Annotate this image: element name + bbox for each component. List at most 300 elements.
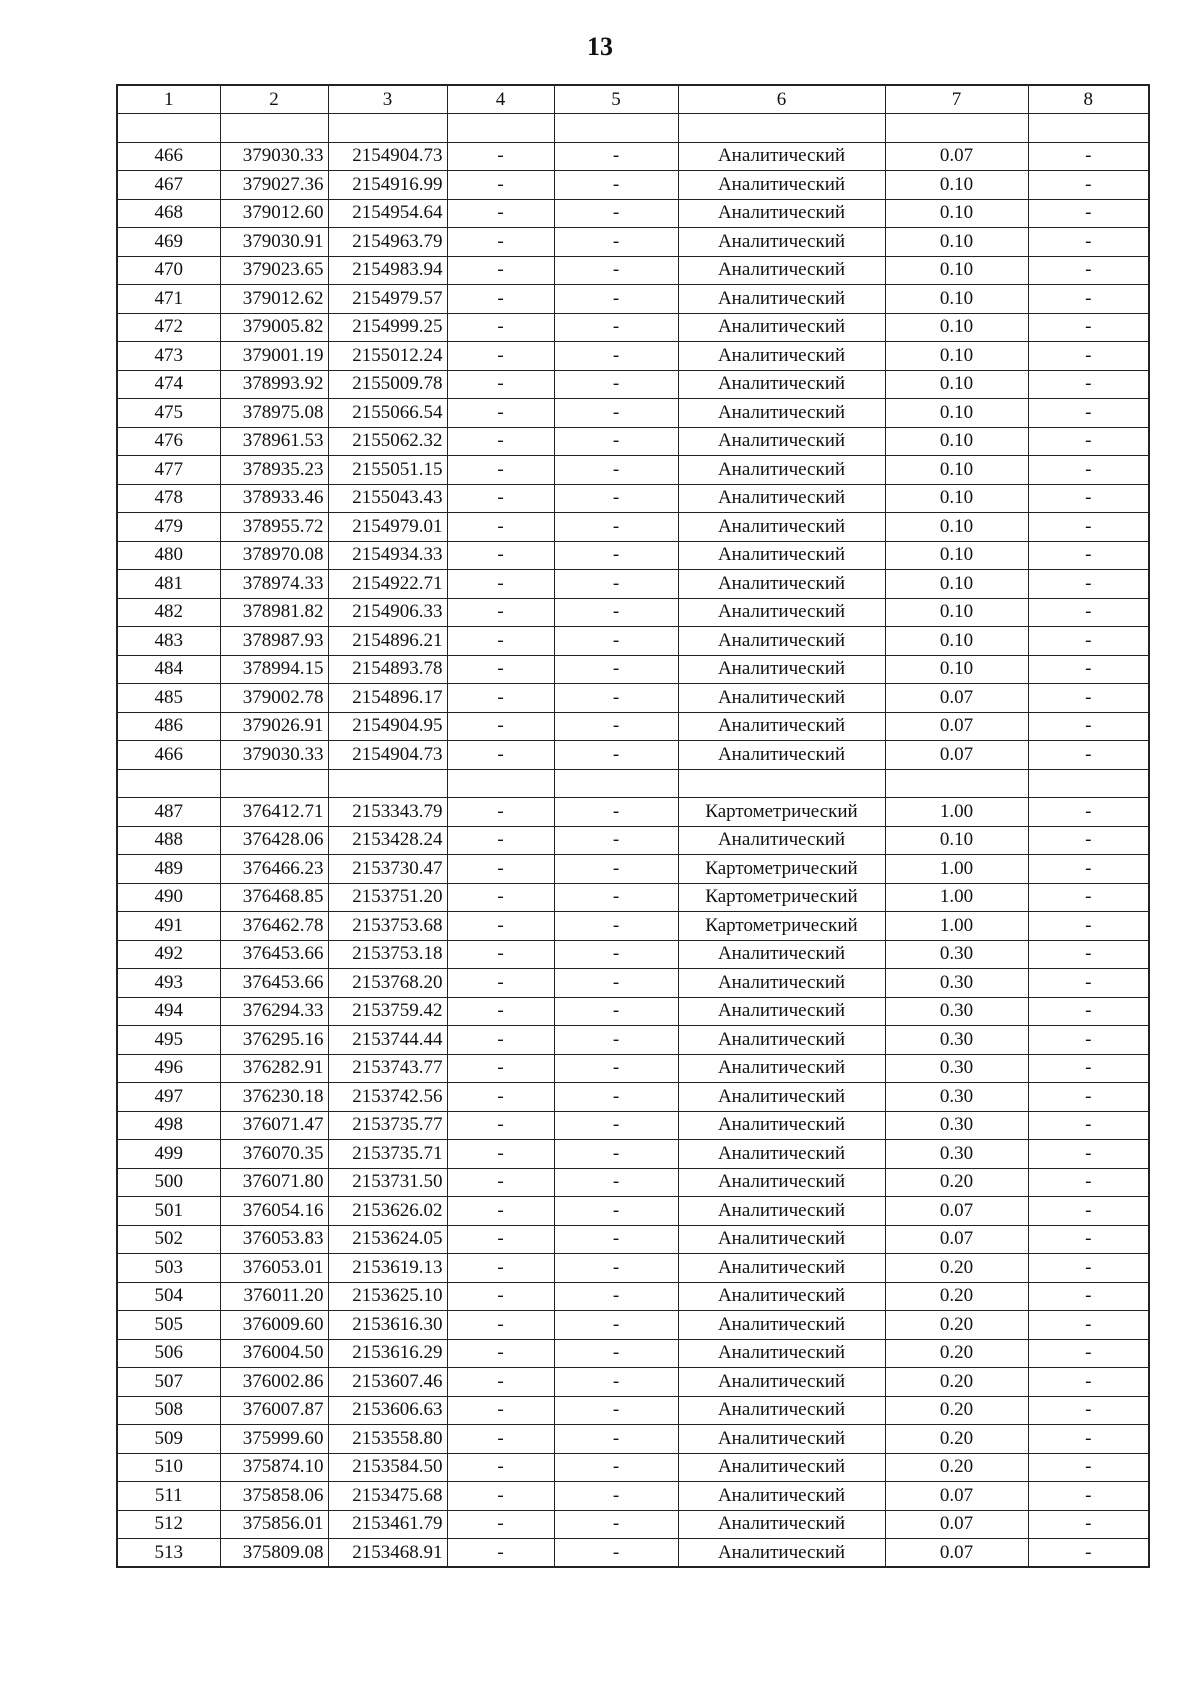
table-cell: 476	[117, 427, 220, 456]
table-cell: 0.30	[885, 969, 1028, 998]
table-row	[117, 1083, 1149, 1112]
table-cell: -	[447, 484, 554, 513]
table-cell: 2153558.80	[328, 1425, 447, 1454]
table-cell: -	[1028, 1539, 1149, 1568]
table-cell: -	[1028, 826, 1149, 855]
table-cell: -	[447, 228, 554, 257]
table-cell: Аналитический	[678, 1510, 885, 1539]
table-row	[117, 1453, 1149, 1482]
table-cell: 488	[117, 826, 220, 855]
table-cell: 378993.92	[220, 370, 328, 399]
table-cell: 379030.91	[220, 228, 328, 257]
table-cell	[678, 769, 885, 798]
table-cell: 0.10	[885, 456, 1028, 485]
table-row	[117, 427, 1149, 456]
table-cell: Аналитический	[678, 684, 885, 713]
table-cell: -	[1028, 912, 1149, 941]
table-cell: 0.20	[885, 1396, 1028, 1425]
table-cell: 376007.87	[220, 1396, 328, 1425]
table-cell: 0.10	[885, 199, 1028, 228]
table-cell: 2153461.79	[328, 1510, 447, 1539]
table-cell: -	[554, 228, 678, 257]
table-cell: -	[1028, 1197, 1149, 1226]
table-cell: -	[554, 1311, 678, 1340]
table-cell: 376294.33	[220, 997, 328, 1026]
table-cell	[328, 769, 447, 798]
table-cell: 482	[117, 598, 220, 627]
table-cell: 376053.01	[220, 1254, 328, 1283]
table-row	[117, 883, 1149, 912]
table-cell: 0.10	[885, 228, 1028, 257]
table-cell: 0.07	[885, 741, 1028, 770]
table-cell	[447, 769, 554, 798]
table-cell: 376004.50	[220, 1339, 328, 1368]
table-cell: -	[1028, 598, 1149, 627]
table-cell: 0.07	[885, 1197, 1028, 1226]
table-cell: 378935.23	[220, 456, 328, 485]
table-cell: -	[1028, 256, 1149, 285]
table-row	[117, 1168, 1149, 1197]
table-cell: 379027.36	[220, 171, 328, 200]
table-cell: Аналитический	[678, 655, 885, 684]
table-row	[117, 1510, 1149, 1539]
table-cell: Аналитический	[678, 399, 885, 428]
table-row	[117, 684, 1149, 713]
table-cell: 0.20	[885, 1168, 1028, 1197]
table-cell: 2153428.24	[328, 826, 447, 855]
table-cell: -	[447, 798, 554, 827]
page-number: 13	[587, 32, 613, 61]
table-cell: 0.10	[885, 370, 1028, 399]
table-row	[117, 171, 1149, 200]
table-cell: 376468.85	[220, 883, 328, 912]
table-cell: 512	[117, 1510, 220, 1539]
table-row	[117, 1482, 1149, 1511]
table-cell: 2153343.79	[328, 798, 447, 827]
table-cell: -	[447, 1140, 554, 1169]
table-cell: 473	[117, 342, 220, 371]
table-cell: -	[554, 798, 678, 827]
table-cell: -	[447, 285, 554, 314]
table-cell: 503	[117, 1254, 220, 1283]
table-cell: Аналитический	[678, 1225, 885, 1254]
table-row	[117, 655, 1149, 684]
table-cell: Аналитический	[678, 1396, 885, 1425]
table-row	[117, 199, 1149, 228]
table-cell: -	[447, 199, 554, 228]
table-cell: 489	[117, 855, 220, 884]
table-cell: 378961.53	[220, 427, 328, 456]
table-cell: 376002.86	[220, 1368, 328, 1397]
table-cell: Аналитический	[678, 1168, 885, 1197]
table-cell: Картометрический	[678, 855, 885, 884]
table-cell: -	[554, 142, 678, 171]
table-row	[117, 256, 1149, 285]
table-cell: 379012.62	[220, 285, 328, 314]
table-cell: -	[447, 541, 554, 570]
table-cell: 379001.19	[220, 342, 328, 371]
table-cell: Аналитический	[678, 969, 885, 998]
table-cell: 1.00	[885, 798, 1028, 827]
table-cell: 466	[117, 142, 220, 171]
table-cell: Аналитический	[678, 142, 885, 171]
coordinates-table	[116, 84, 1150, 1568]
table-cell: 485	[117, 684, 220, 713]
table-cell: 2153625.10	[328, 1282, 447, 1311]
table-cell: -	[1028, 684, 1149, 713]
table-cell: 0.30	[885, 1054, 1028, 1083]
table-row	[117, 969, 1149, 998]
table-cell: -	[1028, 1225, 1149, 1254]
table-cell: Аналитический	[678, 712, 885, 741]
table-cell: 508	[117, 1396, 220, 1425]
column-header: 5	[554, 85, 678, 114]
table-cell: 495	[117, 1026, 220, 1055]
table-cell: 2154963.79	[328, 228, 447, 257]
table-cell: Аналитический	[678, 285, 885, 314]
table-cell: Аналитический	[678, 1368, 885, 1397]
table-cell: -	[447, 1339, 554, 1368]
table-cell: -	[1028, 342, 1149, 371]
table-cell: -	[554, 1083, 678, 1112]
table-cell: 2153607.46	[328, 1368, 447, 1397]
table-cell: 376412.71	[220, 798, 328, 827]
table-cell: -	[1028, 285, 1149, 314]
table-cell: -	[447, 1083, 554, 1112]
table-cell: 378987.93	[220, 627, 328, 656]
table-cell: -	[1028, 712, 1149, 741]
table-cell: -	[447, 1482, 554, 1511]
table-cell: 2154904.95	[328, 712, 447, 741]
table-cell	[117, 769, 220, 798]
table-cell: 2154979.57	[328, 285, 447, 314]
table-row	[117, 1282, 1149, 1311]
table-cell: Аналитический	[678, 171, 885, 200]
table-header-row	[117, 85, 1149, 114]
table-cell: 376011.20	[220, 1282, 328, 1311]
table-cell: 511	[117, 1482, 220, 1511]
table-cell: 2153744.44	[328, 1026, 447, 1055]
table-cell: 470	[117, 256, 220, 285]
table-cell: 2155062.32	[328, 427, 447, 456]
table-cell: 0.07	[885, 1539, 1028, 1568]
table-row	[117, 855, 1149, 884]
table-cell: -	[554, 1339, 678, 1368]
table-cell: Аналитический	[678, 513, 885, 542]
table-cell: 2155051.15	[328, 456, 447, 485]
table-cell: 376462.78	[220, 912, 328, 941]
table-cell: 0.20	[885, 1453, 1028, 1482]
table-row	[117, 997, 1149, 1026]
table-cell: -	[1028, 1425, 1149, 1454]
table-cell: -	[554, 1197, 678, 1226]
table-cell: -	[1028, 541, 1149, 570]
table-body	[117, 114, 1149, 1568]
table-cell: -	[447, 598, 554, 627]
table-cell: -	[1028, 1510, 1149, 1539]
table-cell: 0.07	[885, 1510, 1028, 1539]
table-cell: 379005.82	[220, 313, 328, 342]
table-cell: 1.00	[885, 883, 1028, 912]
table-cell: 379012.60	[220, 199, 328, 228]
table-cell	[678, 114, 885, 143]
table-cell: Аналитический	[678, 1111, 885, 1140]
table-cell: 513	[117, 1539, 220, 1568]
table-cell: -	[447, 1254, 554, 1283]
table-cell: -	[447, 1453, 554, 1482]
table-cell: 2155043.43	[328, 484, 447, 513]
table-row	[117, 541, 1149, 570]
table-cell: 0.20	[885, 1425, 1028, 1454]
table-cell: -	[447, 855, 554, 884]
table-cell: 375858.06	[220, 1482, 328, 1511]
table-cell: -	[554, 1453, 678, 1482]
table-cell: -	[447, 399, 554, 428]
table-cell: -	[447, 1425, 554, 1454]
table-cell: 378994.15	[220, 655, 328, 684]
table-cell: 379026.91	[220, 712, 328, 741]
table-cell: 2153730.47	[328, 855, 447, 884]
table-cell: -	[554, 712, 678, 741]
table-cell: 468	[117, 199, 220, 228]
table-cell: Аналитический	[678, 1026, 885, 1055]
table-cell: -	[1028, 399, 1149, 428]
table-row	[117, 1396, 1149, 1425]
table-cell: 376428.06	[220, 826, 328, 855]
table-cell: -	[1028, 1311, 1149, 1340]
table-cell: 378974.33	[220, 570, 328, 599]
column-header: 4	[447, 85, 554, 114]
table-row	[117, 1225, 1149, 1254]
table-cell: -	[554, 1140, 678, 1169]
table-cell: 0.10	[885, 541, 1028, 570]
table-cell: 2153735.71	[328, 1140, 447, 1169]
table-cell: 0.10	[885, 171, 1028, 200]
table-cell: 505	[117, 1311, 220, 1340]
table-row	[117, 627, 1149, 656]
table-cell: 2154954.64	[328, 199, 447, 228]
column-header: 6	[678, 85, 885, 114]
table-cell: -	[1028, 855, 1149, 884]
table-cell: 0.20	[885, 1311, 1028, 1340]
table-cell: -	[554, 1282, 678, 1311]
table-cell: 375809.08	[220, 1539, 328, 1568]
table-cell: 0.07	[885, 712, 1028, 741]
table-cell: Аналитический	[678, 456, 885, 485]
table-cell: 0.20	[885, 1282, 1028, 1311]
table-cell: Аналитический	[678, 370, 885, 399]
table-cell: -	[1028, 370, 1149, 399]
table-cell: -	[447, 1225, 554, 1254]
table-cell: 0.10	[885, 399, 1028, 428]
table-cell: 376466.23	[220, 855, 328, 884]
table-cell	[554, 114, 678, 143]
table-cell: 376071.47	[220, 1111, 328, 1140]
table-cell: 376295.16	[220, 1026, 328, 1055]
table-cell: 0.30	[885, 1140, 1028, 1169]
table-cell: -	[447, 1282, 554, 1311]
table-cell: Аналитический	[678, 1482, 885, 1511]
column-header: 1	[117, 85, 220, 114]
table-cell: -	[447, 940, 554, 969]
table-cell: -	[1028, 627, 1149, 656]
table-row	[117, 1339, 1149, 1368]
table-cell: 2153759.42	[328, 997, 447, 1026]
table-cell: -	[1028, 1282, 1149, 1311]
table-cell: -	[447, 342, 554, 371]
table-cell: 2154893.78	[328, 655, 447, 684]
table-cell: 2154979.01	[328, 513, 447, 542]
table-cell: -	[554, 285, 678, 314]
table-cell: -	[447, 712, 554, 741]
table-cell: 483	[117, 627, 220, 656]
table-cell: 1.00	[885, 855, 1028, 884]
table-cell: -	[447, 1026, 554, 1055]
table-row	[117, 1539, 1149, 1568]
table-row	[117, 285, 1149, 314]
table-cell: Аналитический	[678, 1140, 885, 1169]
table-cell: 375999.60	[220, 1425, 328, 1454]
table-row	[117, 313, 1149, 342]
table-row	[117, 484, 1149, 513]
table-cell: 378975.08	[220, 399, 328, 428]
table-cell: 2153475.68	[328, 1482, 447, 1511]
table-row	[117, 570, 1149, 599]
table-cell: -	[554, 912, 678, 941]
table-cell: Аналитический	[678, 1311, 885, 1340]
table-cell: 1.00	[885, 912, 1028, 941]
table-cell: 376453.66	[220, 969, 328, 998]
table-cell: 2154906.33	[328, 598, 447, 627]
table-cell: 0.10	[885, 513, 1028, 542]
table-cell: 506	[117, 1339, 220, 1368]
table-cell: -	[447, 912, 554, 941]
table-cell: Аналитический	[678, 342, 885, 371]
table-cell: -	[1028, 1254, 1149, 1283]
table-cell: 472	[117, 313, 220, 342]
table-cell: 484	[117, 655, 220, 684]
table-cell: -	[447, 1539, 554, 1568]
table-cell: 379030.33	[220, 741, 328, 770]
table-cell: 500	[117, 1168, 220, 1197]
table-row	[117, 940, 1149, 969]
table-cell: -	[1028, 1054, 1149, 1083]
table-cell: -	[554, 1539, 678, 1568]
table-cell: -	[554, 627, 678, 656]
table-cell: -	[447, 741, 554, 770]
table-cell	[220, 114, 328, 143]
table-cell: 2153606.63	[328, 1396, 447, 1425]
table-cell: -	[1028, 513, 1149, 542]
table-cell: 2153624.05	[328, 1225, 447, 1254]
table-cell: Аналитический	[678, 741, 885, 770]
table-cell: 378981.82	[220, 598, 328, 627]
table-cell: -	[554, 427, 678, 456]
table-cell: 486	[117, 712, 220, 741]
table-cell: Картометрический	[678, 798, 885, 827]
table-cell	[1028, 114, 1149, 143]
table-cell: 498	[117, 1111, 220, 1140]
table-cell: -	[447, 627, 554, 656]
table-cell: 509	[117, 1425, 220, 1454]
table-cell: 378970.08	[220, 541, 328, 570]
table-cell: 502	[117, 1225, 220, 1254]
table-cell: Аналитический	[678, 228, 885, 257]
table-cell: -	[447, 655, 554, 684]
table-row	[117, 513, 1149, 542]
table-cell: 471	[117, 285, 220, 314]
table-cell: 2154983.94	[328, 256, 447, 285]
table-cell: -	[1028, 228, 1149, 257]
table-cell: Аналитический	[678, 1083, 885, 1112]
table-cell: -	[447, 969, 554, 998]
table-cell: 491	[117, 912, 220, 941]
table-cell: -	[1028, 741, 1149, 770]
table-cell: -	[554, 1225, 678, 1254]
table-cell: 2154904.73	[328, 142, 447, 171]
table-cell: -	[1028, 1339, 1149, 1368]
table-cell: -	[554, 1111, 678, 1140]
table-cell: -	[1028, 1168, 1149, 1197]
table-cell: 0.10	[885, 313, 1028, 342]
table-cell: -	[554, 655, 678, 684]
table-cell: 2153731.50	[328, 1168, 447, 1197]
table-cell: -	[554, 940, 678, 969]
table-cell: 0.10	[885, 627, 1028, 656]
table-row	[117, 1111, 1149, 1140]
table-cell: Аналитический	[678, 256, 885, 285]
table-cell: 2153735.77	[328, 1111, 447, 1140]
table-cell	[1028, 769, 1149, 798]
table-cell	[447, 114, 554, 143]
table-cell: -	[447, 570, 554, 599]
table-cell: -	[1028, 313, 1149, 342]
table-row	[117, 1254, 1149, 1283]
table-cell: Аналитический	[678, 997, 885, 1026]
table-cell: -	[554, 741, 678, 770]
table-cell: 474	[117, 370, 220, 399]
table-cell: 0.10	[885, 655, 1028, 684]
table-cell: Аналитический	[678, 541, 885, 570]
table-row	[117, 342, 1149, 371]
table-cell: -	[447, 1111, 554, 1140]
table-cell: -	[554, 1168, 678, 1197]
table-cell: 469	[117, 228, 220, 257]
table-cell: 478	[117, 484, 220, 513]
table-cell: 0.10	[885, 826, 1028, 855]
table-cell: 490	[117, 883, 220, 912]
table-cell: -	[1028, 171, 1149, 200]
table-cell: -	[447, 684, 554, 713]
table-cell: -	[554, 1396, 678, 1425]
table-cell: 477	[117, 456, 220, 485]
table-cell	[117, 114, 220, 143]
table-cell: Аналитический	[678, 598, 885, 627]
table-cell: 2154904.73	[328, 741, 447, 770]
table-cell: -	[447, 1054, 554, 1083]
table-row	[117, 1026, 1149, 1055]
table-cell: Аналитический	[678, 1453, 885, 1482]
table-cell: -	[447, 513, 554, 542]
table-cell: 2155009.78	[328, 370, 447, 399]
table-cell: 497	[117, 1083, 220, 1112]
table-cell: 0.30	[885, 1083, 1028, 1112]
table-cell: 376282.91	[220, 1054, 328, 1083]
table-cell	[220, 769, 328, 798]
table-cell: -	[447, 826, 554, 855]
table-cell: -	[554, 1368, 678, 1397]
table-row	[117, 912, 1149, 941]
